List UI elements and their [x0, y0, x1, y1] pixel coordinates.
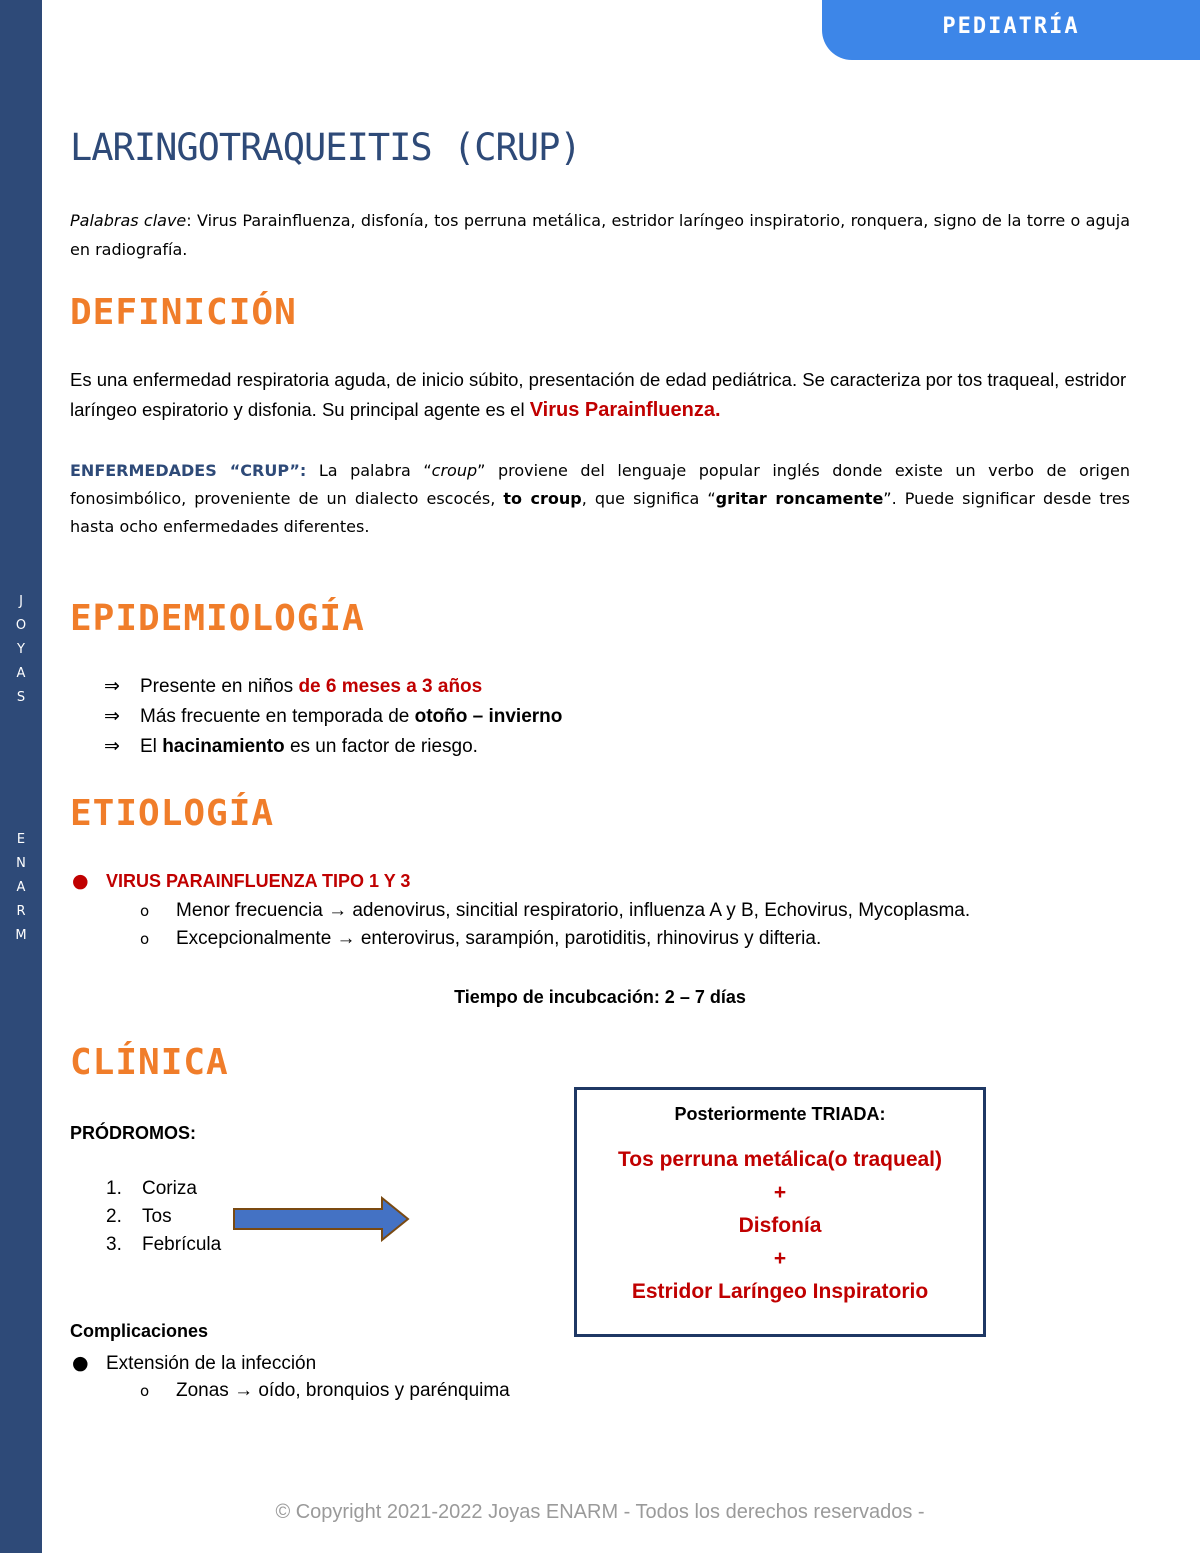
- comp-text: Extensión de la infección: [106, 1353, 317, 1374]
- crup-text: ” proviene del lenguaje popular inglés donde existe un verbo de origen fonosimbólico, proveniente de un dialecto escocés,: [70, 461, 1131, 508]
- sidebar-letter: M: [15, 928, 27, 943]
- list-number: 1.: [106, 1178, 122, 1199]
- epi-text: es un factor de riesgo.: [284, 736, 478, 757]
- incubation-time: Tiempo de incubcación: 2 – 7 días: [454, 987, 746, 1007]
- triad-item: Disfonía: [738, 1214, 822, 1237]
- triad-item: Tos perruna metálica(o traqueal): [617, 1148, 943, 1171]
- epi-highlight: de 6 meses a 3 años: [298, 676, 483, 697]
- crup-label: ENFERMEDADES “CRUP”:: [70, 461, 307, 480]
- comp-sub: Zonas → oído, bronquios y parénquima: [176, 1380, 510, 1401]
- bullet-icon: ●: [72, 870, 89, 892]
- crup-bold: gritar roncamente: [715, 489, 884, 508]
- crup-italic: croup: [431, 461, 478, 480]
- list-number: 2.: [106, 1206, 122, 1227]
- epi-highlight: otoño – invierno: [414, 706, 563, 727]
- circle-bullet-icon: o: [140, 1382, 150, 1400]
- epi-text: El: [140, 736, 163, 757]
- list-item: [104, 735, 478, 758]
- circle-bullet-icon: o: [140, 902, 150, 920]
- etio-sub: Excepcionalmente → enterovirus, sarampión, parotiditis, rhinovirus y difteria.: [176, 928, 822, 949]
- list-item: [106, 1234, 221, 1256]
- sidebar-letter: N: [16, 856, 26, 871]
- etio-sub: Menor frecuencia → adenovirus, sincitial respiratorio, influenza A y B, Echovirus, Mycoplasma.: [176, 900, 971, 921]
- crup-bold: to croup: [503, 489, 582, 508]
- triad-title: Posteriormente TRIADA:: [674, 1104, 886, 1124]
- sidebar-enarm: [0, 828, 42, 948]
- list-item: [104, 675, 482, 698]
- crup-text: La palabra “: [306, 461, 432, 480]
- copyright-footer: © Copyright 2021-2022 Joyas ENARM - Todos los derechos reservados -: [275, 1501, 925, 1523]
- heading-clinica: CLÍNICA: [70, 1042, 229, 1083]
- list-item: [72, 1352, 316, 1375]
- list-item: [106, 1206, 172, 1228]
- section-tab-label: PEDIATRÍA: [942, 14, 1080, 39]
- implies-arrow-icon: ⇒: [104, 705, 120, 727]
- etio-main: VIRUS PARAINFLUENZA TIPO 1 Y 3: [106, 871, 411, 891]
- prodromo-text: Tos: [142, 1206, 172, 1227]
- sidebar-joyas: [0, 590, 42, 710]
- crup-paragraph: [70, 457, 1130, 541]
- keywords-label: Palabras clave: [70, 211, 187, 230]
- crup-text: , que significa “: [581, 489, 716, 508]
- section-tab: [822, 0, 1200, 60]
- prodromo-text: Coriza: [142, 1178, 197, 1199]
- definicion-body: Es una enfermedad respiratoria aguda, de inicio súbito, presentación de edad pediátrica. Se caracteriza por tos traqueal, estridor laríngeo espiratorio y disfonia. Su principal agente es el: [70, 369, 1127, 420]
- definicion-agent: Virus Parainfluenza.: [529, 399, 721, 421]
- sidebar-letter: S: [16, 690, 26, 705]
- crup-text: ”. Puede significar desde tres hasta ocho enfermedades diferentes.: [70, 489, 1131, 536]
- left-sidebar-bar: [0, 0, 42, 1553]
- epi-text: Presente en niños: [140, 676, 299, 697]
- complicaciones-label: Complicaciones: [70, 1321, 209, 1341]
- triad-box: [574, 1087, 986, 1337]
- list-item: [140, 900, 970, 922]
- implies-arrow-icon: ⇒: [104, 675, 120, 697]
- heading-epidemiologia: EPIDEMIOLOGÍA: [70, 598, 365, 639]
- list-item: [104, 705, 562, 728]
- list-item: [106, 1178, 197, 1200]
- prodromo-text: Febrícula: [142, 1234, 222, 1255]
- epi-highlight: hacinamiento: [162, 736, 285, 757]
- sidebar-letter: E: [16, 832, 26, 847]
- heading-etiologia: ETIOLOGÍA: [70, 793, 275, 834]
- triad-item: Estridor Laríngeo Inspiratorio: [631, 1280, 929, 1303]
- epi-text: Más frecuente en temporada de: [140, 706, 415, 727]
- triad-plus: +: [773, 1247, 787, 1270]
- list-number: 3.: [106, 1234, 122, 1255]
- page-title: LARINGOTRAQUEITIS (CRUP): [70, 126, 581, 169]
- heading-definicion: DEFINICIÓN: [70, 292, 297, 333]
- list-item: [140, 1380, 510, 1402]
- sidebar-letter: A: [16, 666, 26, 681]
- circle-bullet-icon: o: [140, 930, 150, 948]
- list-item: [72, 870, 410, 893]
- sidebar-letter: R: [16, 904, 26, 919]
- prodromos-label: PRÓDROMOS:: [70, 1123, 196, 1143]
- right-arrow-icon: [232, 1196, 412, 1242]
- definicion-text: [70, 365, 1130, 425]
- sidebar-letter: O: [15, 618, 27, 633]
- keywords: [70, 206, 1130, 264]
- list-item: [140, 928, 821, 950]
- implies-arrow-icon: ⇒: [104, 735, 120, 757]
- sidebar-letter: Y: [17, 642, 25, 657]
- sidebar-letter: A: [16, 880, 26, 895]
- bullet-icon: ●: [72, 1352, 89, 1374]
- triad-plus: +: [773, 1181, 787, 1204]
- sidebar-letter: J: [19, 594, 23, 609]
- keywords-text: : Virus Parainfluenza, disfonía, tos perruna metálica, estridor laríngeo inspiratorio, ronquera, signo de la torre o aguja en radiografía.: [70, 211, 1130, 259]
